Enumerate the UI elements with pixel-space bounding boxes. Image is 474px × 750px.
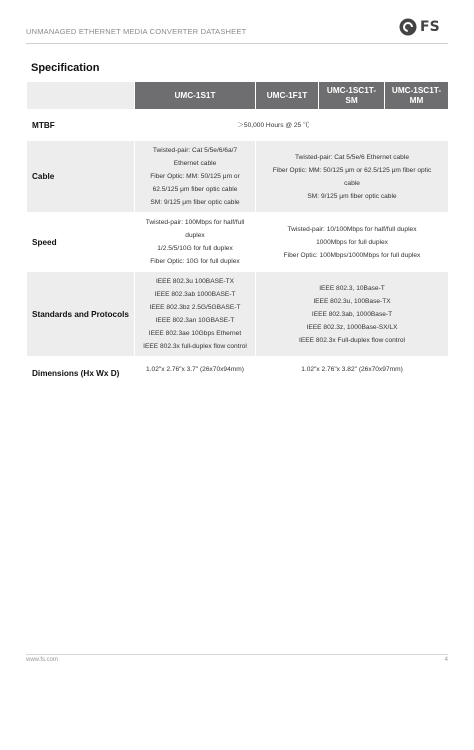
cell-line: IEEE 802.3x Full-duplex flow control [299, 336, 405, 344]
dimensions-value-umc-1s1t [135, 357, 255, 389]
cell-line: duplex [185, 232, 205, 239]
cell-line: IEEE 802.3bz 2.5G/5GBASE-T [149, 304, 241, 311]
header-cell-empty [27, 82, 134, 109]
cell-line: IEEE 802.3, 10Base-T [319, 284, 385, 292]
cell-line: Twisted-pair: Cat 5/5e/6/6a/7 [152, 147, 238, 154]
cell-line: 62.5/125 μm fiber optic cable [152, 186, 238, 193]
footer-divider [26, 654, 448, 655]
cell-line: Twisted-pair: 10/100Mbps for half/full duplex [287, 225, 417, 233]
cell-line: 1000Mbps for full duplex [316, 238, 388, 246]
table-row-dimensions [27, 357, 448, 389]
cell-line: Fiber Optic: 10G for full duplex [150, 258, 240, 265]
cell-line: Fiber Optic: MM: 50/125 μm or 62.5/125 μm fiber optic [272, 166, 432, 174]
document-header-title: UNMANAGED ETHERNET MEDIA CONVERTER DATASHEET [26, 27, 247, 36]
cell-line: Fiber Optic: 100Mbps/1000Mbps for full duplex [283, 251, 421, 259]
dimensions-value-others [256, 357, 448, 389]
speed-value-others [256, 213, 448, 271]
cell-line: SM: 9/125 μm fiber optic cable [150, 199, 240, 206]
fs-logo [399, 16, 447, 38]
table-row-cable [27, 141, 448, 212]
standards-value-umc-1s1t [135, 272, 255, 356]
row-label: Speed [27, 213, 134, 271]
cell-line: cable [344, 179, 360, 187]
cell-line: IEEE 802.3u 100BASE-TX [155, 278, 235, 285]
fs-logo-icon [399, 18, 417, 36]
row-label: MTBF [27, 110, 134, 140]
table-row-mtbf [27, 110, 448, 140]
mtbf-value: ＞50,000 Hours @ 25 ℃ [135, 110, 448, 140]
cell-line: 1.02"x 2.76"x 3.82" (26x70x97mm) [301, 366, 403, 373]
cell-line: IEEE 802.3ab, 1000Base-T [311, 310, 393, 318]
cell-line: Fiber Optic: MM: 50/125 μm or [150, 173, 240, 180]
speed-value-umc-1s1t [135, 213, 255, 271]
header-divider [26, 43, 448, 44]
page-number: 4 [444, 657, 448, 663]
footer-url: www.fs.com [26, 657, 59, 663]
row-label: Standards and Protocols [27, 272, 134, 356]
section-title: Specification [31, 62, 100, 74]
cell-line: IEEE 802.3x full-duplex flow control [143, 343, 247, 350]
specification-table [26, 81, 449, 390]
cell-line: 1/2.5/5/10G for full duplex [157, 245, 233, 252]
cable-value-umc-1s1t [135, 141, 255, 212]
table-row-speed [27, 213, 448, 271]
header-cell-umc-1sc1t-sm: UMC-1SC1T-SM [319, 82, 384, 109]
cable-value-others [256, 141, 448, 212]
table-header-row [27, 82, 448, 109]
row-label: Dimensions (Hx Wx D) [27, 357, 134, 389]
standards-value-others [256, 272, 448, 356]
cell-line: Twisted-pair: 100Mbps for half/full [145, 219, 245, 226]
header-cell-umc-1s1t: UMC-1S1T [135, 82, 255, 109]
cell-line: IEEE 802.3u, 100Base-TX [313, 297, 391, 305]
cell-line: SM: 9/125 μm fiber optic cable [307, 192, 397, 200]
cell-line: IEEE 802.3z, 1000Base-SX/LX [306, 323, 398, 331]
header-cell-umc-1f1t: UMC-1F1T [256, 82, 318, 109]
cell-line: IEEE 802.3an 10GBASE-T [155, 317, 235, 324]
cell-line: 1.02"x 2.76"x 3.7" (26x70x94mm) [146, 366, 244, 373]
cell-line: IEEE 802.3ab 1000BASE-T [154, 291, 236, 298]
cell-line: Twisted-pair: Cat 5/5e/6 Ethernet cable [295, 153, 409, 161]
cell-line: Ethernet cable [173, 160, 217, 167]
cell-line: IEEE 802.3ae 10Gbps Ethernet [148, 330, 242, 337]
table-row-standards [27, 272, 448, 356]
logo-text: FS [420, 19, 440, 35]
header-cell-umc-1sc1t-mm: UMC-1SC1T-MM [385, 82, 448, 109]
row-label: Cable [27, 141, 134, 212]
